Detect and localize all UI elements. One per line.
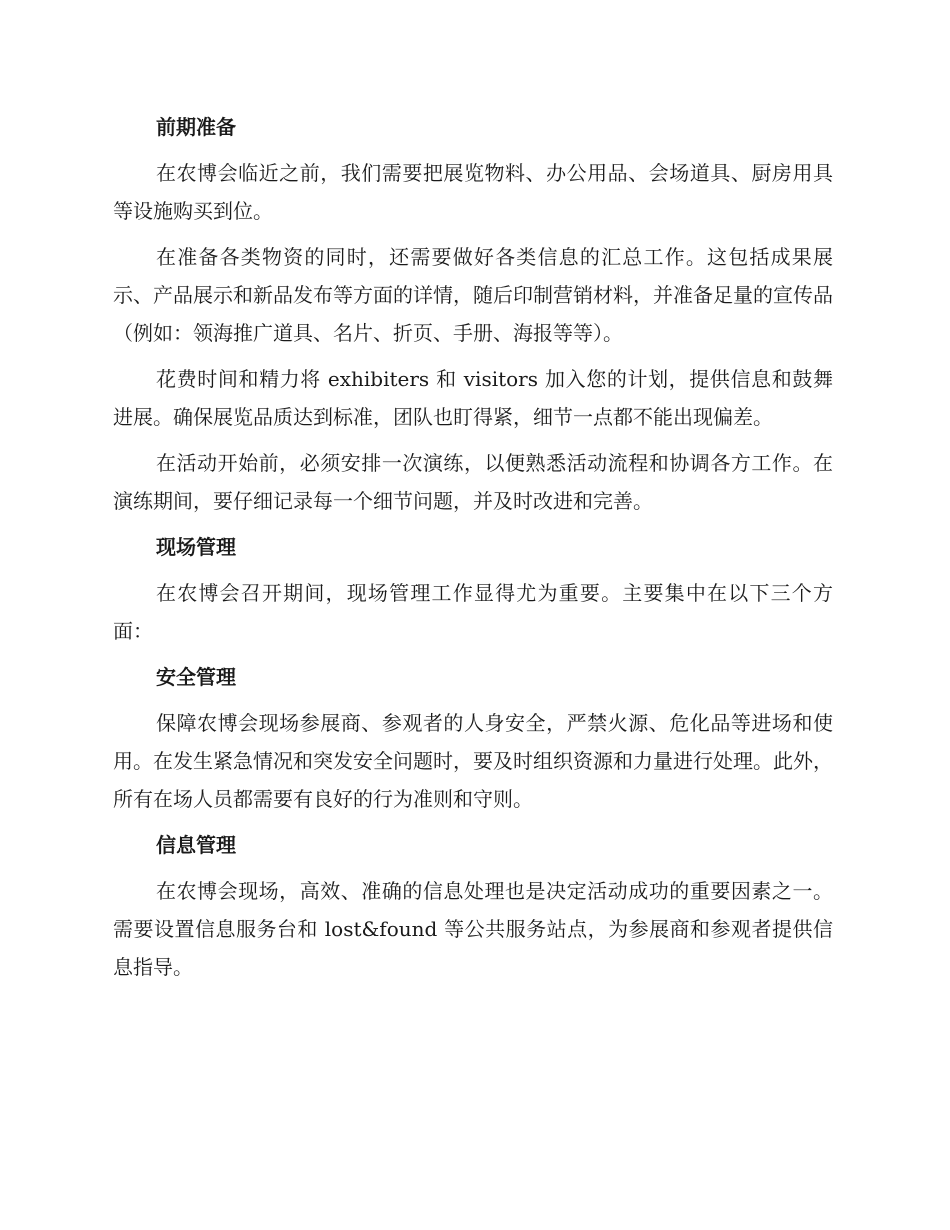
paragraph: 在农博会召开期间，现场管理工作显得尤为重要。主要集中在以下三个方面： [113,581,833,643]
paragraph: 花费时间和精力将 exhibiters 和 visitors 加入您的计划，提供信息和鼓舞进展。确保展览品质达到标准，团队也盯得紧，细节一点都不能出现偏差。 [113,367,833,429]
section-heading-preparation: 前期准备 [156,115,236,139]
paragraph: 在农博会临近之前，我们需要把展览物料、办公用品、会场道具、厨房用具等设施购买到位。 [113,161,833,223]
section-heading-safety-management: 安全管理 [156,665,236,689]
section-heading-information-management: 信息管理 [156,833,236,857]
paragraph: 保障农博会现场参展商、参观者的人身安全，严禁火源、危化品等进场和使用。在发生紧急情况和突发安全问题时，要及时组织资源和力量进行处理。此外，所有在场人员都需要有良好的行为准则和守则。 [113,711,833,811]
paragraph: 在农博会现场，高效、准确的信息处理也是决定活动成功的重要因素之一。需要设置信息服务台和 lost&found 等公共服务站点，为参展商和参观者提供信息指导。 [113,879,833,979]
paragraph: 在准备各类物资的同时，还需要做好各类信息的汇总工作。这包括成果展示、产品展示和新品发布等方面的详情，随后印制营销材料，并准备足量的宣传品（例如：领海推广道具、名片、折页、手册、海报等等）。 [113,245,833,345]
paragraph: 在活动开始前，必须安排一次演练，以便熟悉活动流程和协调各方工作。在演练期间，要仔细记录每一个细节问题，并及时改进和完善。 [113,451,833,513]
document-page [113,108,833,994]
section-heading-onsite-management: 现场管理 [156,535,236,559]
